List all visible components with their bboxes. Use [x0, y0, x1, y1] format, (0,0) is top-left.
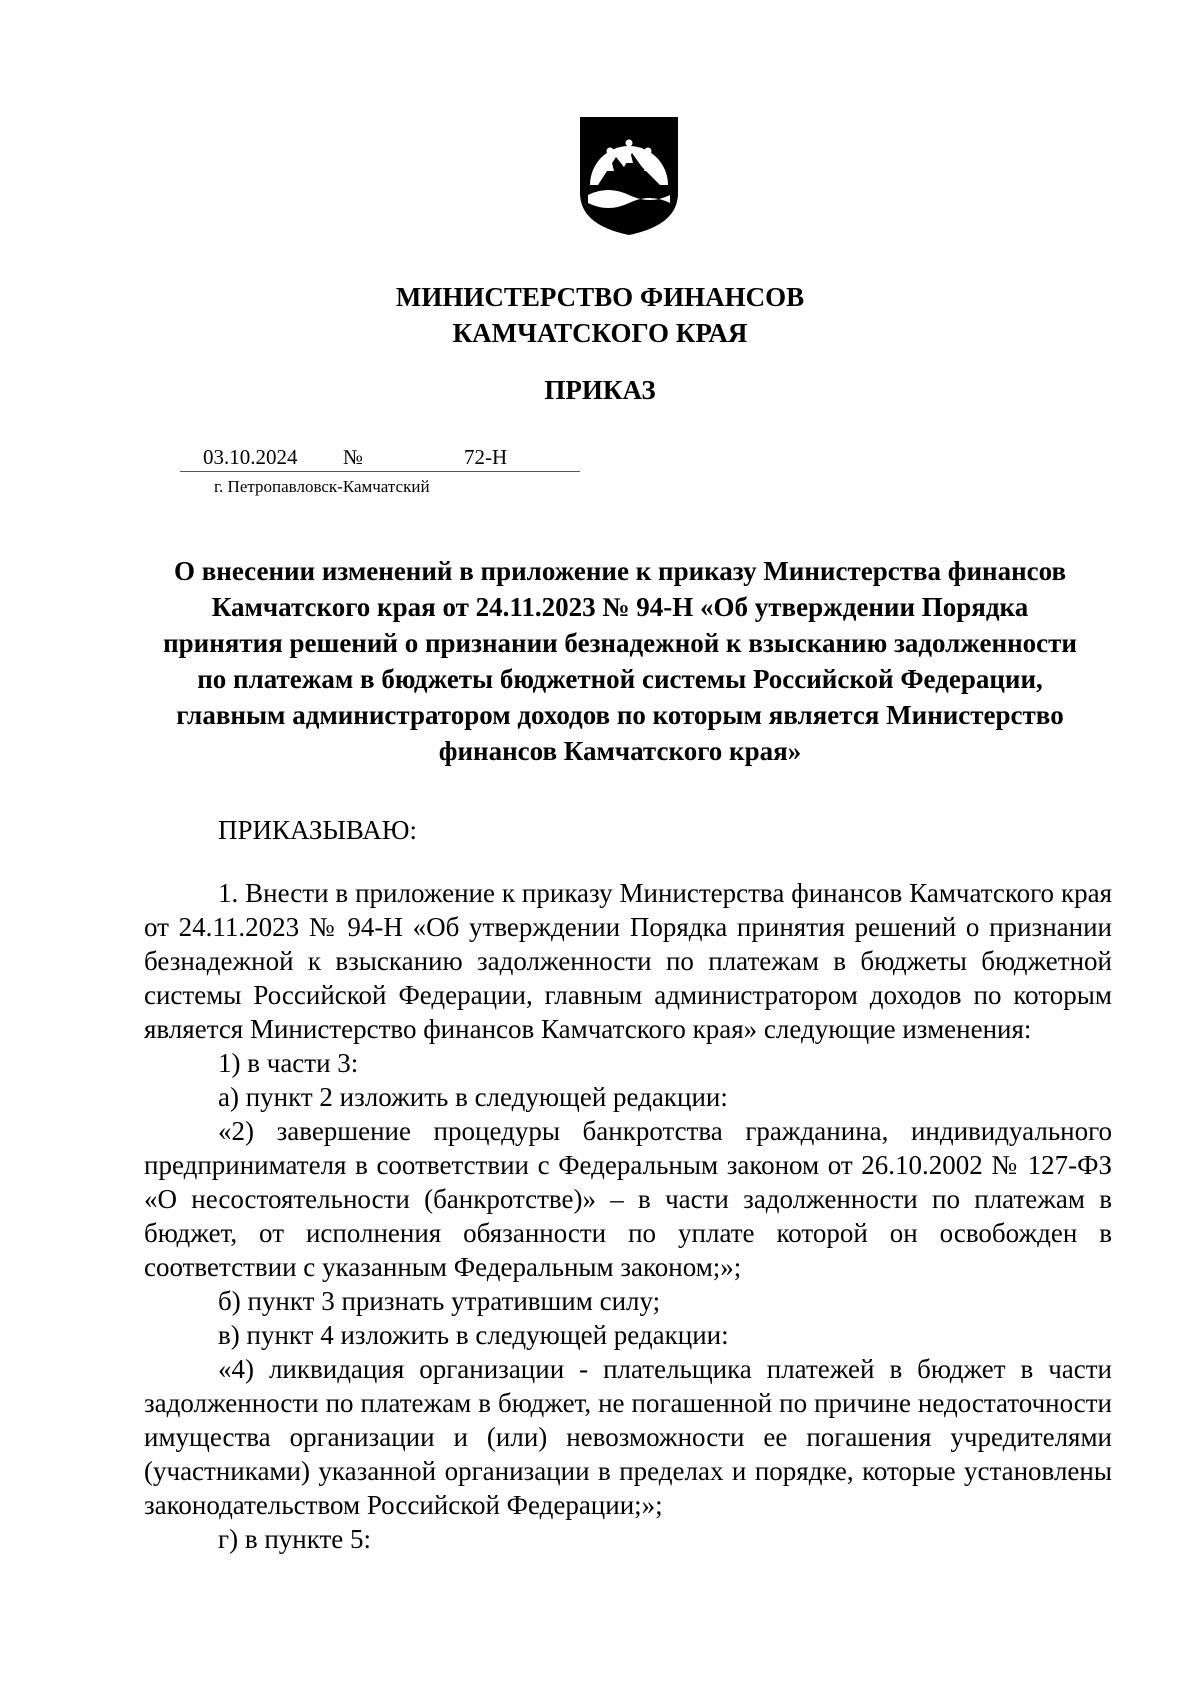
paragraph: б) пункт 3 признать утратившим силу;	[218, 1286, 661, 1316]
order-number: 72-Н	[464, 445, 508, 469]
order-meta-row	[180, 443, 580, 472]
order-body	[144, 876, 1112, 1556]
order-city: г. Петропавловск-Камчатский	[214, 477, 430, 496]
ministry-name	[0, 279, 1200, 351]
order-number-sign: №	[343, 445, 364, 469]
ministry-name-line1: МИНИСТЕРСТВО ФИНАНСОВ	[395, 282, 805, 312]
paragraph: а) пункт 2 изложить в следующей редакции:	[218, 1082, 728, 1112]
paragraph: 1. Внести в приложение к приказу Министерства финансов Камчатского края от 24.11.2023 № 94-Н «Об утверждении Порядка принятия решений о признании безнадежной к взысканию задолженности по платежам в бюджеты бюджетной системы Российской Федерации, главным администратором доходов по которым является Министерство финансов Камчатского края» следующие изменения:	[144, 878, 1112, 1044]
paragraph: 1) в части 3:	[218, 1048, 359, 1078]
order-date: 03.10.2024	[203, 445, 298, 469]
order-subject: О внесении изменений в приложение к приказу Министерства финансов Камчатского края от 24.11.2023 № 94-Н «Об утверждении Порядка принятия решений о признании безнадежной к взысканию задолженности по платежам в бюджеты бюджетной системы Российской Федерации, главным администратором доходов по которым является Министерство финансов Камчатского края»	[163, 556, 1077, 766]
order-title: ПРИКАЗ	[544, 375, 656, 405]
paragraph: в) пункт 4 изложить в следующей редакции:	[218, 1320, 729, 1350]
paragraph: «2) завершение процедуры банкротства гражданина, индивидуального предпринимателя в соответствии с Федеральным законом от 26.10.2002 № 127-ФЗ «О несостоятельности (банкротстве)» – в части задолженности по платежам в бюджет, от исполнения обязанности по уплате которой он освобожден в соответствии с указанным Федеральным законом;»;	[144, 1116, 1112, 1282]
decree-word: ПРИКАЗЫВАЮ:	[218, 815, 417, 845]
kamchatka-coat-of-arms-icon	[576, 113, 682, 237]
ministry-name-line2: КАМЧАТСКОГО КРАЯ	[452, 318, 748, 348]
paragraph: г) в пункте 5:	[218, 1524, 372, 1554]
paragraph: «4) ликвидация организации - плательщика платежей в бюджет в части задолженности по платежам в бюджет, не погашенной по причине недостаточности имущества организации и (или) невозможности ее погашения учредителями (участниками) указанной организации в пределах и порядке, которые установлены законодательством Российской Федерации;»;	[144, 1354, 1112, 1520]
